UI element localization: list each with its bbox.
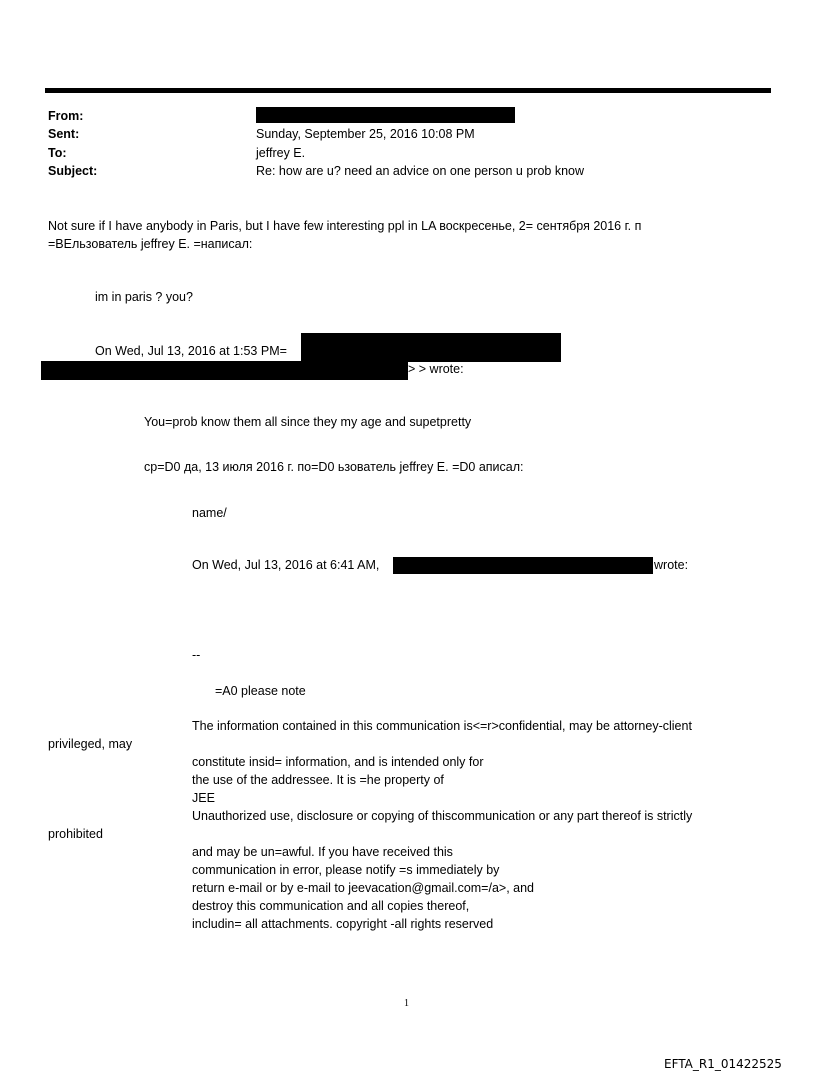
sent-label: Sent: (48, 127, 80, 141)
sent-value: Sunday, September 25, 2016 10:08 PM (256, 127, 475, 141)
disclaimer-line: destroy this communication and all copies thereof, (192, 899, 470, 913)
disclaimer-line: constitute insid= information, and is intended only for (192, 755, 484, 769)
from-redaction (256, 107, 515, 123)
body-line-1: Not sure if I have anybody in Paris, but I have few interesting ppl in LA воскресенье, 2= сентября 2016 г. п (48, 219, 642, 233)
body-line-2: =ВЕльзователь jeffrey E. =написал: (48, 237, 253, 251)
disclaimer-line: return e-mail or by e-mail to jeevacation@gmail.com=/a>, and (192, 881, 535, 895)
subject-label: Subject: (48, 164, 98, 178)
disclaimer-line: privileged, may (48, 737, 133, 751)
quote-2-prefix: On Wed, Jul 13, 2016 at 6:41 AM, (192, 558, 380, 572)
disclaimer-line: and may be un=awful. If you have received this (192, 845, 453, 859)
reply-name: name/ (192, 506, 227, 520)
quote-1-redaction-bottom (41, 361, 408, 380)
disclaimer-line: The information contained in this communication is<=r>confidential, may be attorney-client (192, 719, 692, 733)
signature-dashes: -- (192, 648, 201, 662)
disclaimer-line: the use of the addressee. It is =he property of (192, 773, 444, 787)
reply-age: You=prob know them all since they my age and supetpretty (144, 415, 472, 429)
disclaimer-line: includin= all attachments. copyright -all rights reserved (192, 917, 494, 931)
from-label: From: (48, 109, 84, 123)
signature-note: =A0 please note (215, 684, 306, 698)
header-rule (45, 88, 771, 93)
quote-1-redaction-top (301, 333, 561, 362)
reply-russian-quote: ср=D0 да, 13 июля 2016 г. по=D0 ьзователь jeffrey E. =D0 аписал: (144, 460, 524, 474)
subject-value: Re: how are u? need an advice on one person u prob know (256, 164, 585, 178)
to-label: To: (48, 146, 67, 160)
disclaimer-line: JEE (192, 791, 215, 805)
disclaimer-line: communication in error, please notify =s immediately by (192, 863, 500, 877)
document-id: EFTA_R1_01422525 (664, 1057, 782, 1071)
to-value: jeffrey E. (256, 146, 306, 160)
quote-1-suffix: > > wrote: (408, 362, 464, 376)
quote-2-suffix: wrote: (654, 558, 689, 572)
quote-1-prefix: On Wed, Jul 13, 2016 at 1:53 PM= (95, 344, 287, 358)
quote-2-redaction (393, 557, 653, 574)
page-number: 1 (404, 998, 409, 1009)
disclaimer-line: prohibited (48, 827, 103, 841)
disclaimer-line: Unauthorized use, disclosure or copying of thiscommunication or any part thereof is strictly (192, 809, 693, 823)
reply-paris: im in paris ? you? (95, 290, 193, 304)
